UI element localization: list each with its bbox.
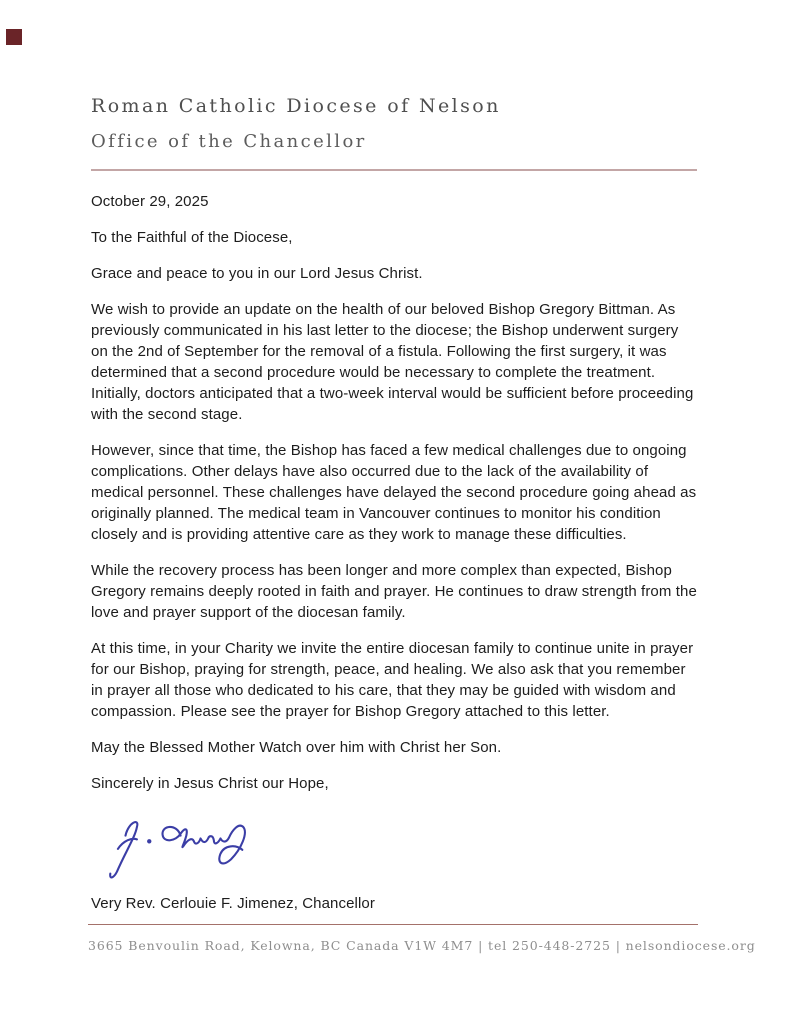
letter-recipient: To the Faithful of the Diocese, bbox=[91, 229, 293, 246]
letter-paragraph: We wish to provide an update on the health of our beloved Bishop Gregory Bittman. As previously communicated in his last letter to the diocese; the Bishop underwent surgery on the 2nd of September for the removal of a fistula. Following the first surgery, it was determined that a second procedure would be necessary to complete the treatment. Initially, doctors anticipated that a two-week interval would be sufficient before proceeding with the second stage. bbox=[91, 301, 694, 423]
letterhead-divider bbox=[91, 169, 697, 171]
signature-dot bbox=[147, 839, 151, 843]
letterhead bbox=[91, 97, 501, 151]
letter-marian-line: May the Blessed Mother Watch over him with Christ her Son. bbox=[91, 739, 502, 756]
footer-contact-line: 3665 Benvoulin Road, Kelowna, BC Canada V1W 4M7 | tel 250-448-2725 | nelsondiocese.org bbox=[88, 938, 756, 953]
signatory-name: Very Rev. Cerlouie F. Jimenez, Chancellor bbox=[91, 895, 375, 912]
letter-paragraph: However, since that time, the Bishop has faced a few medical challenges due to ongoing complications. Other delays have also occurred due to the lack of the availability of medical personnel. These challenges have delayed the second procedure going ahead as originally planned. The medical team in Vancouver continues to monitor his condition closely and is providing attentive care as they work to manage these difficulties. bbox=[91, 442, 697, 543]
page-footer bbox=[88, 924, 756, 955]
letter-paragraph: While the recovery process has been longer and more complex than expected, Bishop Gregory remains deeply rooted in faith and prayer. He continues to draw strength from the love and prayer support of the diocesan family. bbox=[91, 562, 697, 621]
letter-body bbox=[91, 191, 697, 929]
letter-paragraph: At this time, in your Charity we invite the entire diocesan family to continue unite in prayer for our Bishop, praying for strength, peace, and healing. We also ask that you remember in prayer all those who dedicated to his care, that they may be guided with wisdom and compassion. Please see the prayer for Bishop Gregory attached to this letter. bbox=[91, 640, 694, 720]
signature-ink bbox=[97, 809, 249, 885]
organization-name: Roman Catholic Diocese of Nelson bbox=[91, 95, 501, 117]
letter-date: October 29, 2025 bbox=[91, 193, 209, 210]
corner-mark bbox=[6, 29, 22, 45]
letter-closing: Sincerely in Jesus Christ our Hope, bbox=[91, 775, 329, 792]
letter-greeting: Grace and peace to you in our Lord Jesus Christ. bbox=[91, 265, 423, 282]
office-name: Office of the Chancellor bbox=[91, 131, 367, 152]
handwritten-signature bbox=[97, 809, 697, 885]
